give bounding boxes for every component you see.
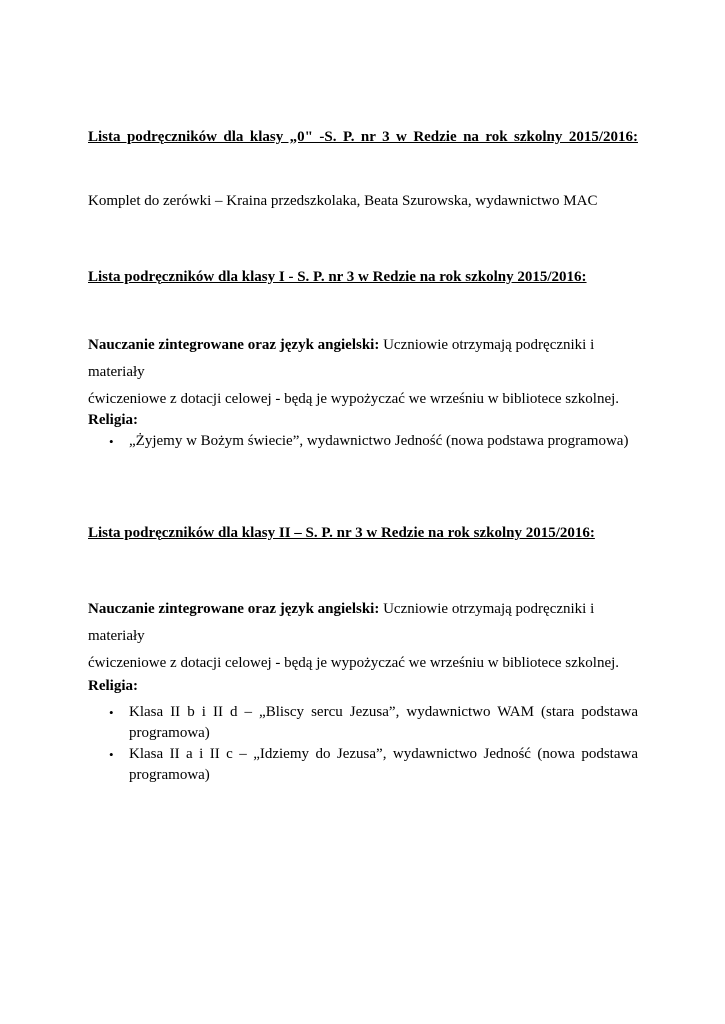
list-item	[88, 431, 638, 452]
bullet-icon: •	[109, 434, 114, 449]
list-item-text: Klasa II a i II c – „Idziemy do Jezusa”, wydawnictwo Jedność (nowa podstawa programowa)	[129, 746, 638, 783]
heading-class-2: Lista podręczników dla klasy II – S. P. nr 3 w Redzie na rok szkolny 2015/2016:	[88, 525, 595, 541]
class-2-religion-list	[88, 702, 638, 786]
class-1-religion-list-wrap	[88, 431, 638, 452]
bullet-icon: •	[109, 747, 114, 762]
class-2-intro-line2: ćwiczeniowe z dotacji celowej - będą je wypożyczać we wrześniu w bibliotece szkolnej.	[88, 655, 620, 671]
class-2-intro-text: Uczniowie otrzymają podręczniki i materiały	[88, 601, 595, 644]
class-0-book: Komplet do zerówki – Kraina przedszkolaka, Beata Szurowska, wydawnictwo MAC	[88, 193, 598, 209]
heading-class-1: Lista podręczników dla klasy I - S. P. nr 3 w Redzie na rok szkolny 2015/2016:	[88, 269, 587, 285]
class-2-religion-label: Religia:	[88, 678, 138, 694]
class-1-intro-text: Uczniowie otrzymają podręczniki i materiały	[88, 337, 595, 380]
class-1-intro-line1	[88, 332, 638, 386]
class-2-intro	[88, 596, 638, 677]
class-1-religion-list	[88, 431, 638, 452]
list-item-text: „Żyjemy w Bożym świecie”, wydawnictwo Jedność (nowa podstawa programowa)	[129, 433, 629, 449]
class-1-intro-bold: Nauczanie zintegrowane oraz język angielski:	[88, 337, 380, 353]
bullet-icon: •	[109, 705, 114, 720]
list-item-text: Klasa II b i II d – „Bliscy sercu Jezusa”, wydawnictwo WAM (stara podstawa programowa)	[129, 704, 638, 741]
list-item	[88, 744, 638, 786]
heading-class-0: Lista podręczników dla klasy „0" -S. P. nr 3 w Redzie na rok szkolny 2015/2016:	[88, 129, 638, 145]
class-2-intro-bold: Nauczanie zintegrowane oraz język angielski:	[88, 601, 380, 617]
class-1-religion-label: Religia:	[88, 412, 138, 428]
class-1-intro-line2: ćwiczeniowe z dotacji celowej - będą je wypożyczać we wrześniu w bibliotece szkolnej.	[88, 391, 620, 407]
class-2-religion-list-wrap	[88, 702, 638, 786]
class-1-intro	[88, 332, 638, 413]
list-item	[88, 702, 638, 744]
class-2-intro-line1	[88, 596, 638, 650]
